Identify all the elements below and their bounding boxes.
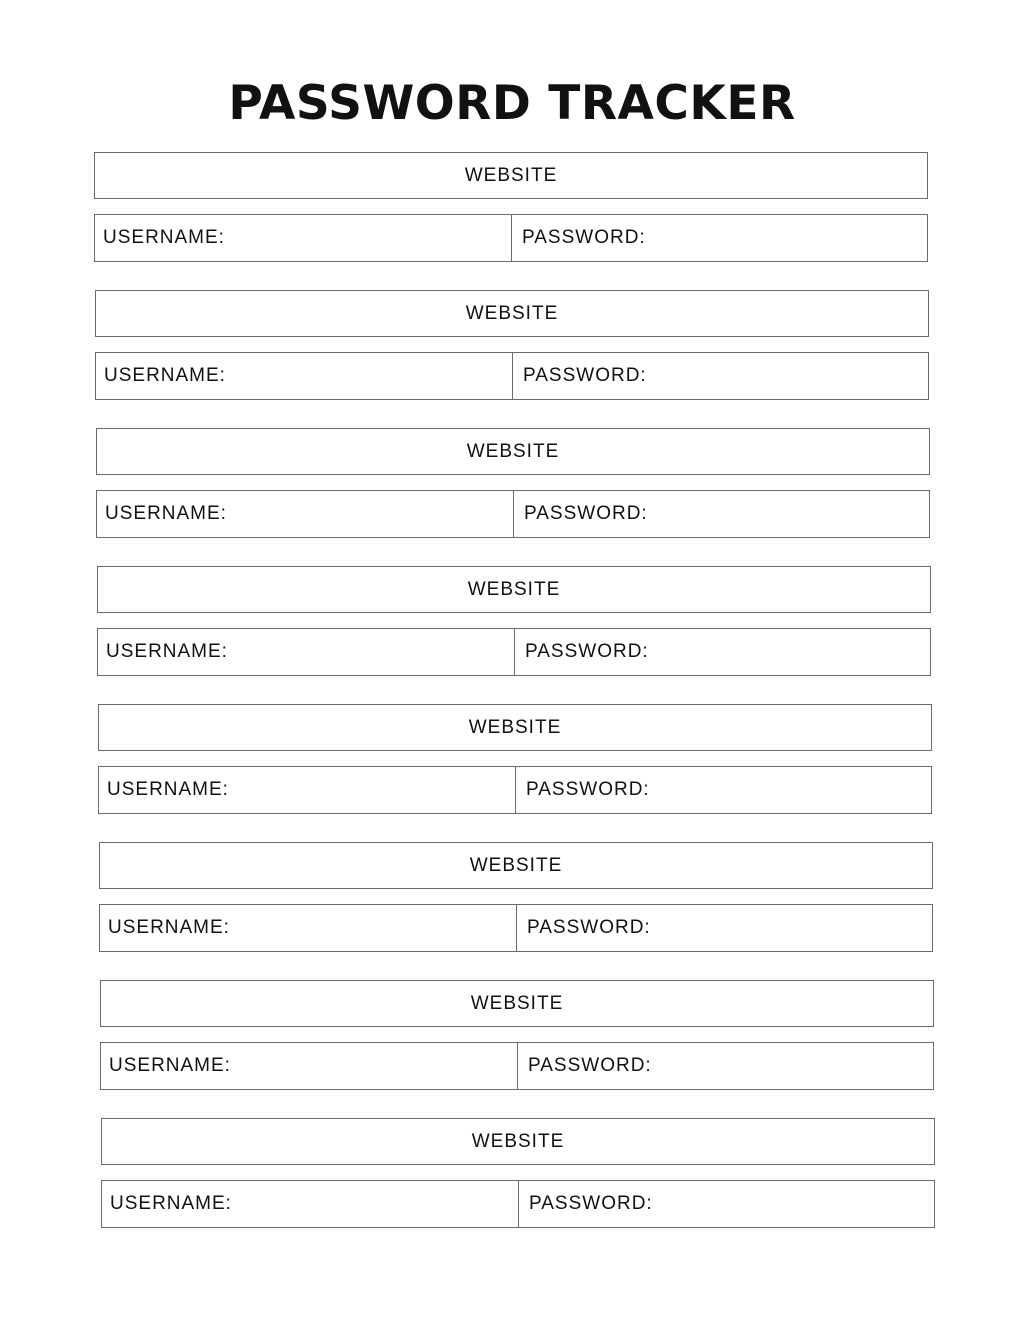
credentials-row <box>94 214 928 262</box>
password-entry <box>96 428 930 538</box>
password-entry <box>95 290 929 400</box>
password-field[interactable]: PASSWORD: <box>525 641 649 662</box>
password-field[interactable]: PASSWORD: <box>524 503 648 524</box>
password-field[interactable]: PASSWORD: <box>527 917 651 938</box>
password-entry <box>97 566 931 676</box>
website-field[interactable]: WEBSITE <box>100 980 934 1027</box>
website-field[interactable]: WEBSITE <box>96 428 930 475</box>
password-field[interactable]: PASSWORD: <box>528 1055 652 1076</box>
password-field[interactable]: PASSWORD: <box>529 1193 653 1214</box>
password-field[interactable]: PASSWORD: <box>526 779 650 800</box>
username-field[interactable]: USERNAME: <box>96 353 513 399</box>
password-entry <box>100 980 934 1090</box>
website-field[interactable]: WEBSITE <box>101 1118 935 1165</box>
page-title: PASSWORD TRACKER <box>228 76 796 131</box>
website-field[interactable]: WEBSITE <box>94 152 928 199</box>
credentials-row <box>96 490 930 538</box>
username-field[interactable]: USERNAME: <box>97 491 514 537</box>
credentials-row <box>100 1042 934 1090</box>
password-entry <box>98 704 932 814</box>
credentials-row <box>99 904 933 952</box>
password-entry <box>101 1118 935 1228</box>
password-field[interactable]: PASSWORD: <box>522 227 646 248</box>
credentials-row <box>97 628 931 676</box>
password-field[interactable]: PASSWORD: <box>523 365 647 386</box>
username-field[interactable]: USERNAME: <box>101 1043 518 1089</box>
website-field[interactable]: WEBSITE <box>98 704 932 751</box>
credentials-row <box>95 352 929 400</box>
website-field[interactable]: WEBSITE <box>99 842 933 889</box>
credentials-row <box>98 766 932 814</box>
username-field[interactable]: USERNAME: <box>100 905 517 951</box>
username-field[interactable]: USERNAME: <box>98 629 515 675</box>
website-field[interactable]: WEBSITE <box>95 290 929 337</box>
username-field[interactable]: USERNAME: <box>95 215 512 261</box>
credentials-row <box>101 1180 935 1228</box>
password-entry <box>99 842 933 952</box>
username-field[interactable]: USERNAME: <box>99 767 516 813</box>
password-entry <box>94 152 928 262</box>
username-field[interactable]: USERNAME: <box>102 1181 519 1227</box>
website-field[interactable]: WEBSITE <box>97 566 931 613</box>
